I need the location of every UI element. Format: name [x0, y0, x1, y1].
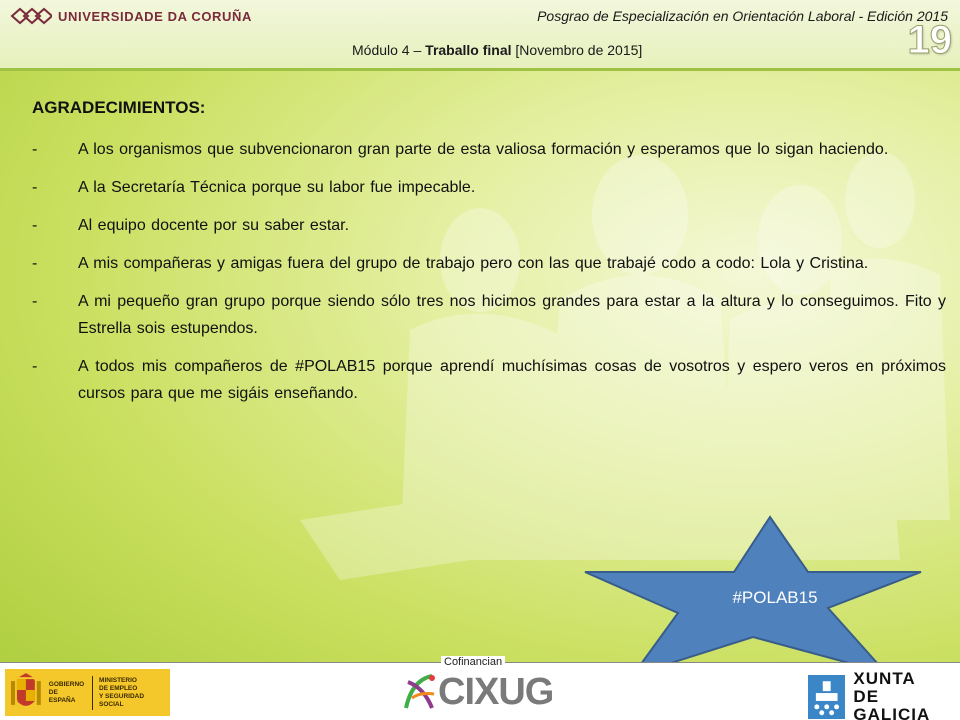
cixug-wordmark: CIXUG: [438, 671, 554, 713]
bullet-dash: -: [32, 255, 38, 272]
university-name: UNIVERSIDADE DA CORUÑA: [58, 8, 253, 24]
university-logo: [10, 6, 252, 26]
list-item: [32, 288, 946, 342]
list-item-text: A los organismos que subvencionaron gran parte de esta valiosa formación y esperamos que lo sigan haciendo.: [78, 141, 889, 158]
list-item-text: A la Secretaría Técnica porque su labor fue impecable.: [78, 179, 476, 196]
bullet-dash: -: [32, 293, 38, 310]
list-item: [32, 212, 946, 239]
gov-line: GOBIERNO: [48, 680, 85, 688]
module-suffix: [Novembro de 2015]: [511, 42, 643, 58]
galicia-shield-icon: [808, 675, 845, 719]
xunta-line: DE GALICIA: [853, 687, 931, 720]
gov-line: DE ESPAÑA: [48, 688, 76, 704]
module-prefix: Módulo 4 –: [352, 42, 426, 58]
list-item-text: A mi pequeño gran grupo porque siendo sólo tres nos hicimos grandes para estar a la altura y lo conseguimos. Fito y Estrella sois estupendos.: [78, 293, 946, 337]
ministerio-text: [99, 677, 170, 709]
list-item-text: A mis compañeras y amigas fuera del grupo de trabajo pero con las que trabajé codo a codo: Lola y Cristina.: [78, 255, 869, 272]
section-title: AGRADECIMIENTOS:: [32, 98, 206, 117]
list-item: [32, 250, 946, 277]
gov-line: Y SEGURIDAD SOCIAL: [99, 692, 145, 708]
page-number: 19: [907, 18, 952, 62]
cofinancian-label: Cofinancian: [441, 656, 505, 668]
gobierno-text: [49, 681, 86, 705]
bullet-dash: -: [32, 217, 38, 234]
xunta-galicia-logo: [808, 670, 960, 720]
bullet-dash: -: [32, 358, 38, 375]
module-line: [352, 42, 642, 58]
gov-line: DE EMPLEO: [99, 684, 138, 692]
gov-separator: [92, 676, 93, 710]
star-label: #POLAB15: [732, 588, 818, 607]
cixug-swirl-icon: [402, 670, 438, 714]
acknowledgements-list: [32, 136, 946, 407]
bullet-dash: -: [32, 179, 38, 196]
main-content: [32, 98, 946, 418]
list-item: [32, 174, 946, 201]
list-item-text: A todos mis compañeros de #POLAB15 porque aprendí muchísimas cosas de vosotros y espero veros en próximos cursos para que me sigáis enseñando.: [78, 358, 946, 402]
list-item-text: Al equipo docente por su saber estar.: [78, 217, 350, 234]
slide-header: [0, 0, 960, 71]
xunta-line: XUNTA: [853, 669, 916, 688]
cixug-logo: [402, 670, 553, 714]
module-bold: Traballo final: [425, 42, 512, 58]
xunta-wordmark: [853, 670, 960, 720]
spain-coat-of-arms-icon: [9, 673, 43, 713]
list-item: [32, 136, 946, 163]
list-item: [32, 353, 946, 407]
gobierno-espana-logo: [5, 669, 170, 716]
university-crest-icon: [10, 6, 52, 26]
course-title: Posgrao de Especialización en Orientación Laboral - Edición 2015: [537, 8, 948, 24]
gov-line: MINISTERIO: [99, 676, 137, 684]
bullet-dash: -: [32, 141, 38, 158]
